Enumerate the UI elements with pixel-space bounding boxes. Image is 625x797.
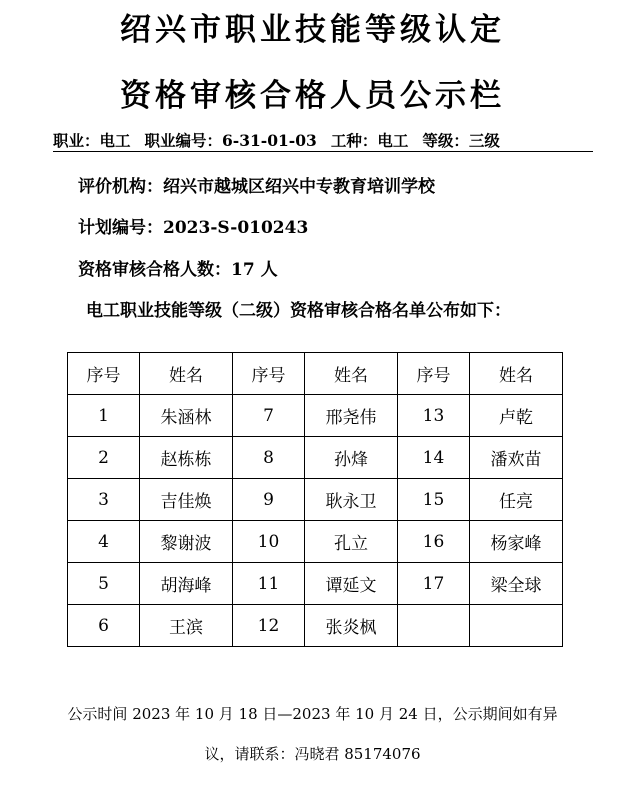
name-cell: 胡海峰: [140, 563, 233, 605]
name-cell: 梁全球: [470, 563, 563, 605]
seq-cell: 13: [398, 395, 470, 437]
seq-cell: 12: [233, 605, 305, 647]
name-cell: 潘欢苗: [470, 437, 563, 479]
level-label: 等级：三级: [422, 131, 500, 150]
seq-cell: 15: [398, 479, 470, 521]
name-cell: 邢尧伟: [305, 395, 398, 437]
page-title: 绍兴市职业技能等级认定: [120, 12, 505, 48]
header-name: 姓名: [470, 353, 563, 395]
name-cell: 卢乾: [470, 395, 563, 437]
occupation-code-label: 职业编号：6-31-01-03: [144, 131, 317, 150]
seq-cell: [398, 605, 470, 647]
publicity-period-text: 公示时间 2023 年 10 月 18 日—2023 年 10 月 24 日，公示期间如有异: [67, 705, 558, 723]
occupation-info-line: [53, 131, 593, 152]
table-row: [68, 437, 563, 479]
name-cell: 朱涵林: [140, 395, 233, 437]
name-cell: 孔立: [305, 521, 398, 563]
pass-count: 资格审核合格人数：17 人: [78, 260, 278, 280]
contact-text: 议，请联系：冯晓君 85174076: [204, 745, 421, 763]
page-subtitle: 资格审核合格人员公示栏: [120, 78, 505, 114]
occupation-label: 职业：电工: [53, 131, 131, 150]
seq-cell: 10: [233, 521, 305, 563]
name-cell: 任亮: [470, 479, 563, 521]
name-cell: 耿永卫: [305, 479, 398, 521]
plan-number: 计划编号：2023-S-010243: [78, 218, 309, 238]
trade-label: 工种：电工: [330, 131, 409, 150]
table-row: [68, 479, 563, 521]
name-cell: 王滨: [140, 605, 233, 647]
seq-cell: 11: [233, 563, 305, 605]
table-row: [68, 605, 563, 647]
header-seq: 序号: [398, 353, 470, 395]
table-row: [68, 521, 563, 563]
table-header-row: [68, 353, 563, 395]
passed-candidates-table: [67, 352, 563, 647]
header-name: 姓名: [305, 353, 398, 395]
name-cell: 吉佳焕: [140, 479, 233, 521]
table-row: [68, 563, 563, 605]
seq-cell: 14: [398, 437, 470, 479]
seq-cell: 7: [233, 395, 305, 437]
name-cell: 赵栋栋: [140, 437, 233, 479]
header-name: 姓名: [140, 353, 233, 395]
seq-cell: 2: [68, 437, 140, 479]
name-cell: 孙烽: [305, 437, 398, 479]
seq-cell: 9: [233, 479, 305, 521]
name-cell: 张炎枫: [305, 605, 398, 647]
seq-cell: 16: [398, 521, 470, 563]
seq-cell: 8: [233, 437, 305, 479]
name-cell: 杨家峰: [470, 521, 563, 563]
seq-cell: 3: [68, 479, 140, 521]
list-intro: 电工职业技能等级（二级）资格审核合格名单公布如下：: [86, 301, 511, 321]
seq-cell: 1: [68, 395, 140, 437]
name-cell: 黎谢波: [140, 521, 233, 563]
table-row: [68, 395, 563, 437]
seq-cell: 17: [398, 563, 470, 605]
header-seq: 序号: [68, 353, 140, 395]
name-cell: 谭延文: [305, 563, 398, 605]
evaluation-org: 评价机构：绍兴市越城区绍兴中专教育培训学校: [78, 177, 435, 197]
seq-cell: 5: [68, 563, 140, 605]
seq-cell: 4: [68, 521, 140, 563]
header-seq: 序号: [233, 353, 305, 395]
name-cell: [470, 605, 563, 647]
seq-cell: 6: [68, 605, 140, 647]
